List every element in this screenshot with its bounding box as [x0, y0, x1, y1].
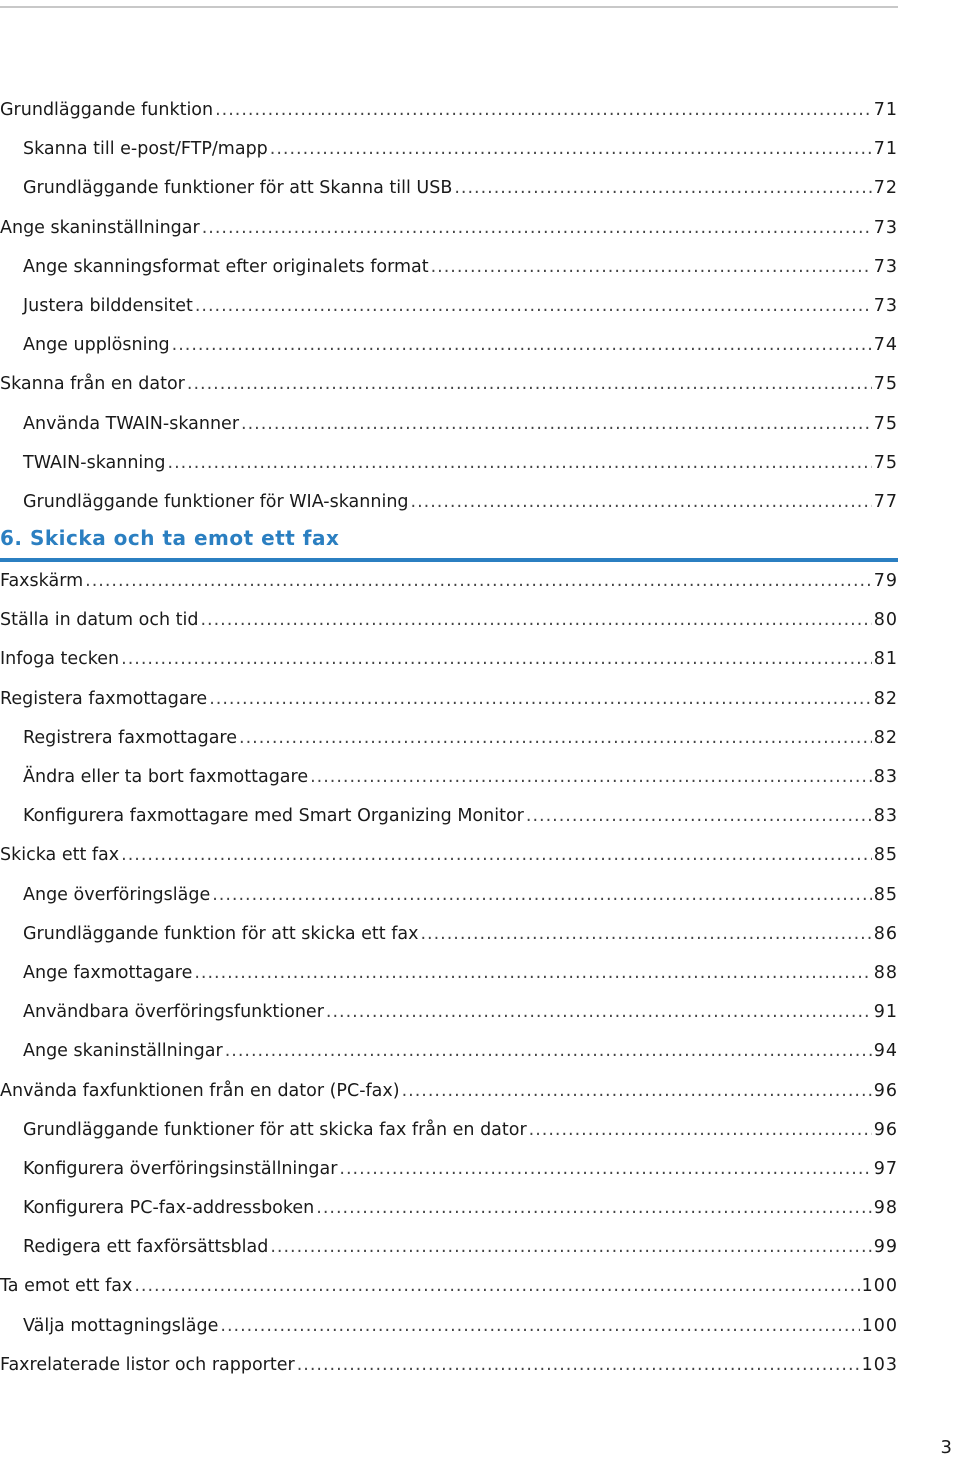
- toc-dot-leader: [310, 758, 872, 797]
- toc-dot-leader: [402, 1072, 872, 1111]
- toc-entry-title: Ange upplösning: [23, 335, 170, 356]
- toc-entry-page: 100: [861, 1315, 898, 1336]
- toc-dot-leader: [85, 562, 872, 601]
- toc-entry-title: Ange överföringsläge: [23, 884, 211, 905]
- toc-entry[interactable]: [0, 993, 898, 1032]
- toc-dot-leader: [241, 405, 872, 444]
- toc-dot-leader: [215, 91, 872, 130]
- toc-entry-title: Använda TWAIN-skanner: [23, 413, 240, 434]
- toc-dot-leader: [194, 954, 871, 993]
- toc-entry-page: 88: [873, 962, 898, 983]
- toc-entry-title: Användbara överföringsfunktioner: [23, 1002, 324, 1023]
- toc-entry-title: Registrera faxmottagare: [23, 727, 237, 748]
- toc-entry-page: 97: [873, 1158, 898, 1179]
- toc-entry[interactable]: [0, 1150, 898, 1189]
- toc-dot-leader: [187, 365, 872, 404]
- toc-dot-leader: [270, 1228, 871, 1267]
- toc-entry[interactable]: [0, 640, 898, 679]
- toc-entry[interactable]: [0, 1307, 898, 1346]
- toc-entry[interactable]: [0, 954, 898, 993]
- toc-dot-leader: [420, 915, 871, 954]
- toc-entry-title: TWAIN-skanning: [23, 452, 166, 473]
- toc-entry-page: 100: [861, 1276, 898, 1297]
- toc-dot-leader: [225, 1032, 872, 1071]
- chapter-heading: 6. Skicka och ta emot ett fax: [0, 520, 898, 562]
- toc-entry-page: 82: [873, 727, 898, 748]
- toc-entry-title: Grundläggande funktioner för att skicka fax från en dator: [23, 1119, 527, 1140]
- toc-entry-page: 83: [873, 806, 898, 827]
- toc-entry[interactable]: [0, 326, 898, 365]
- toc-entry[interactable]: [0, 915, 898, 954]
- toc-entry-title: Välja mottagningsläge: [23, 1315, 219, 1336]
- toc-entry-title: Skanna till e-post/FTP/mapp: [23, 139, 268, 160]
- toc-entry[interactable]: [0, 365, 898, 404]
- toc-entry-title: Ta emot ett fax: [0, 1276, 133, 1297]
- toc-dot-leader: [326, 993, 872, 1032]
- toc-entry[interactable]: [0, 444, 898, 483]
- toc-dot-leader: [270, 130, 872, 169]
- toc-entry-page: 82: [873, 688, 898, 709]
- toc-entry-page: 75: [873, 374, 898, 395]
- toc-entry-page: 75: [873, 413, 898, 434]
- toc-dot-leader: [220, 1307, 859, 1346]
- toc-dot-leader: [411, 483, 872, 522]
- toc-dot-leader: [134, 1267, 859, 1306]
- toc-entry[interactable]: [0, 1032, 898, 1071]
- toc-dot-leader: [168, 444, 872, 483]
- toc-entry[interactable]: [0, 169, 898, 208]
- toc-dot-leader: [431, 248, 872, 287]
- toc-entry-page: 94: [873, 1041, 898, 1062]
- toc-entry-title: Infoga tecken: [0, 649, 120, 670]
- toc-entry[interactable]: [0, 209, 898, 248]
- toc-entry[interactable]: [0, 1111, 898, 1150]
- toc-entry[interactable]: [0, 1189, 898, 1228]
- toc-entry-title: Grundläggande funktioner för WIA-skanning: [23, 491, 409, 512]
- toc-entry-page: 86: [873, 923, 898, 944]
- toc-entry[interactable]: [0, 758, 898, 797]
- toc-entry-title: Konfigurera faxmottagare med Smart Organizing Monitor: [23, 806, 524, 827]
- toc-entry-page: 96: [873, 1080, 898, 1101]
- toc-entry-page: 73: [873, 295, 898, 316]
- toc-dot-leader: [121, 836, 872, 875]
- toc-entry-title: Grundläggande funktion för att skicka ett fax: [23, 923, 419, 944]
- toc-section-bottom: [0, 562, 898, 1385]
- toc-entry-page: 91: [873, 1002, 898, 1023]
- toc-dot-leader: [454, 169, 871, 208]
- toc-dot-leader: [121, 640, 872, 679]
- toc-entry-page: 71: [873, 139, 898, 160]
- toc-dot-leader: [297, 1346, 860, 1385]
- toc-entry[interactable]: [0, 876, 898, 915]
- toc-entry-page: 74: [873, 335, 898, 356]
- toc-entry-page: 75: [873, 452, 898, 473]
- toc-dot-leader: [239, 719, 872, 758]
- toc-section-top: [0, 91, 898, 522]
- toc-entry[interactable]: [0, 836, 898, 875]
- toc-entry-page: 99: [873, 1237, 898, 1258]
- toc-entry-page: 103: [861, 1354, 898, 1375]
- toc-entry-title: Ange skaninställningar: [0, 217, 200, 238]
- toc-entry-title: Skanna från en dator: [0, 374, 185, 395]
- toc-entry[interactable]: [0, 1072, 898, 1111]
- toc-entry-page: 81: [873, 649, 898, 670]
- toc-dot-leader: [195, 287, 872, 326]
- toc-dot-leader: [339, 1150, 871, 1189]
- toc-dot-leader: [202, 209, 872, 248]
- toc-entry[interactable]: [0, 1228, 898, 1267]
- toc-entry-page: 85: [873, 884, 898, 905]
- toc-dot-leader: [316, 1189, 871, 1228]
- toc-entry[interactable]: [0, 287, 898, 326]
- toc-entry-title: Använda faxfunktionen från en dator (PC-fax): [0, 1080, 400, 1101]
- toc-entry[interactable]: [0, 405, 898, 444]
- toc-entry[interactable]: [0, 1346, 898, 1385]
- toc-entry-title: Justera bilddensitet: [23, 295, 193, 316]
- toc-entry-title: Faxrelaterade listor och rapporter: [0, 1354, 295, 1375]
- toc-dot-leader: [209, 680, 872, 719]
- toc-entry-title: Konfigurera PC-fax-addressboken: [23, 1198, 315, 1219]
- toc-entry-title: Grundläggande funktion: [0, 100, 214, 120]
- toc-entry-title: Grundläggande funktioner för att Skanna till USB: [23, 178, 453, 199]
- toc-entry[interactable]: [0, 130, 898, 169]
- toc-dot-leader: [212, 876, 871, 915]
- toc-entry-page: 96: [873, 1119, 898, 1140]
- toc-entry-page: 72: [873, 178, 898, 199]
- toc-entry-title: Ställa in datum och tid: [0, 610, 199, 631]
- toc-entry-page: 79: [873, 571, 898, 592]
- toc-entry[interactable]: [0, 91, 898, 130]
- toc-entry-page: 73: [873, 217, 898, 238]
- toc-entry[interactable]: [0, 719, 898, 758]
- toc-entry-title: Ändra eller ta bort faxmottagare: [23, 767, 309, 787]
- toc-entry-title: Faxskärm: [0, 571, 84, 592]
- toc-entry-title: Redigera ett faxförsättsblad: [23, 1237, 269, 1258]
- page-number: 3: [940, 1437, 952, 1458]
- toc-entry[interactable]: [0, 797, 898, 836]
- toc-entry[interactable]: [0, 248, 898, 287]
- toc-entry[interactable]: [0, 483, 898, 522]
- toc-entry-title: Skicka ett fax: [0, 845, 120, 866]
- toc-entry-page: 77: [873, 491, 898, 512]
- toc-entry[interactable]: [0, 601, 898, 640]
- toc-dot-leader: [172, 326, 872, 365]
- toc-dot-leader: [200, 601, 871, 640]
- toc-entry[interactable]: [0, 1267, 898, 1306]
- toc-entry-page: 85: [873, 845, 898, 866]
- toc-entry-title: Konfigurera överföringsinställningar: [23, 1158, 338, 1179]
- toc-entry-page: 98: [873, 1198, 898, 1219]
- toc-entry-title: Ange skaninställningar: [23, 1041, 223, 1062]
- toc-entry-page: 83: [873, 767, 898, 787]
- toc-entry[interactable]: [0, 562, 898, 601]
- header-rule: [0, 6, 898, 8]
- toc-entry-title: Registera faxmottagare: [0, 688, 208, 709]
- toc-dot-leader: [529, 1111, 872, 1150]
- toc-entry-page: 73: [873, 256, 898, 277]
- toc-entry-title: Ange skanningsformat efter originalets format: [23, 256, 429, 277]
- toc-dot-leader: [526, 797, 872, 836]
- table-of-contents: [0, 91, 898, 1385]
- toc-entry-page: 80: [873, 610, 898, 631]
- toc-entry-page: 71: [873, 100, 898, 120]
- toc-entry-title: Ange faxmottagare: [23, 962, 193, 983]
- toc-entry[interactable]: [0, 680, 898, 719]
